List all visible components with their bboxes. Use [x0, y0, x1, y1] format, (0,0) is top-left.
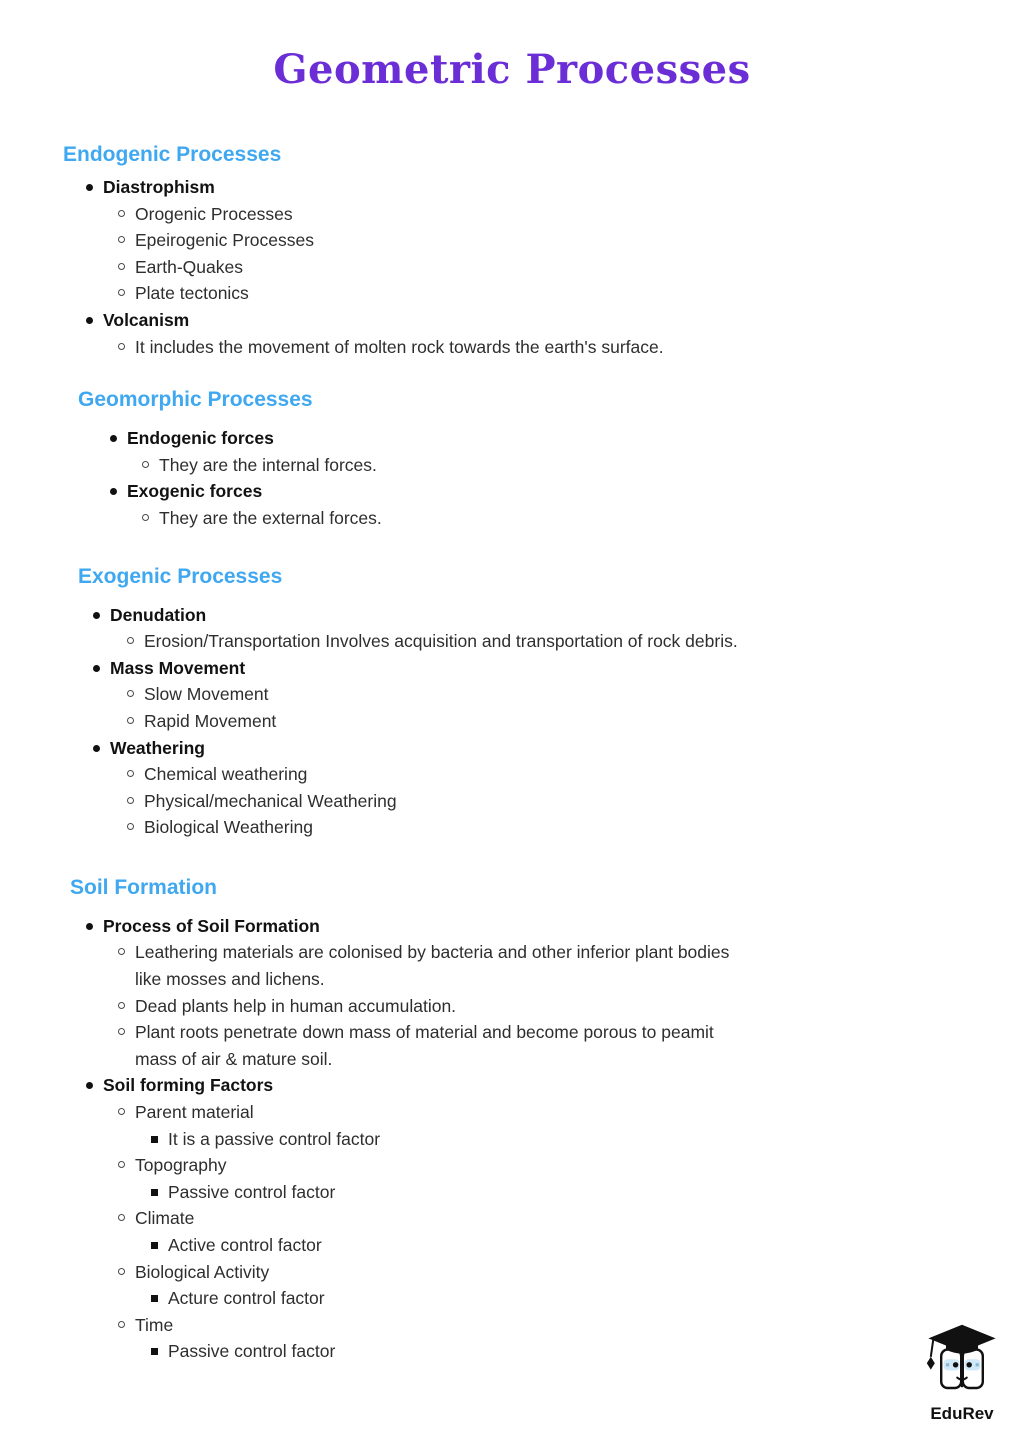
- list-item-text: It includes the movement of molten rock towards the earth's surface.: [135, 336, 664, 357]
- list-item-text: Physical/mechanical Weathering: [144, 790, 397, 811]
- square-bullet-icon: [151, 1136, 158, 1143]
- disc-bullet-icon: [93, 665, 100, 672]
- disc-bullet-icon: [86, 184, 93, 191]
- list-item-level-2: [0, 628, 1024, 655]
- section: [0, 388, 1024, 531]
- list-item-text: Parent material: [135, 1102, 254, 1123]
- list-item-text: Endogenic forces: [127, 428, 274, 449]
- list-item-text: Passive control factor: [168, 1181, 336, 1202]
- circle-bullet-icon: [118, 1161, 125, 1168]
- square-bullet-icon: [151, 1242, 158, 1249]
- circle-bullet-icon: [118, 1028, 125, 1035]
- list-item-text: Climate: [135, 1208, 195, 1229]
- list-item-text: Diastrophism: [103, 177, 215, 197]
- list-item-text: Erosion/Transportation Involves acquisition and transportation of rock debris.: [144, 631, 738, 652]
- list-item-text: Biological Weathering: [144, 817, 313, 838]
- list-item-level-3: [0, 1126, 1024, 1153]
- edurev-logo-text: EduRev: [930, 1404, 994, 1423]
- list-item-text: Active control factor: [168, 1235, 322, 1255]
- circle-bullet-icon: [127, 690, 134, 697]
- list-item-level-2: [0, 939, 1024, 992]
- circle-bullet-icon: [118, 1002, 125, 1009]
- list-item-level-2: [0, 201, 1024, 228]
- section-heading: Geomorphic Processes: [78, 388, 313, 412]
- list-item-level-2: [0, 280, 1024, 307]
- circle-bullet-icon: [127, 637, 134, 644]
- list-item-text: Time: [135, 1314, 174, 1335]
- section: [0, 565, 1024, 841]
- list-item-level-2: [0, 505, 1024, 532]
- circle-bullet-icon: [127, 823, 134, 830]
- edurev-mascot-icon: [922, 1323, 1002, 1397]
- square-bullet-icon: [151, 1348, 158, 1355]
- disc-bullet-icon: [93, 612, 100, 619]
- list-item-text: Epeirogenic Processes: [135, 230, 314, 251]
- list-item-level-1: [0, 655, 1024, 682]
- list-item-text: Denudation: [110, 604, 207, 625]
- list-item-text: Slow Movement: [144, 684, 269, 705]
- list-item-text: Process of Soil Formation: [103, 915, 320, 936]
- circle-bullet-icon: [142, 461, 149, 468]
- circle-bullet-icon: [118, 1321, 125, 1328]
- disc-bullet-icon: [110, 435, 117, 442]
- disc-bullet-icon: [93, 745, 100, 752]
- list-item-level-1: [0, 1072, 1024, 1099]
- list-item-level-1: [0, 478, 1024, 505]
- list-item-level-2: [0, 1259, 1024, 1286]
- list-item-level-1: [0, 602, 1024, 629]
- list-item-text: Acture control factor: [168, 1288, 325, 1309]
- list-item-text: Mass Movement: [110, 657, 246, 678]
- circle-bullet-icon: [118, 948, 125, 955]
- circle-bullet-icon: [118, 343, 125, 350]
- list-item-level-3: [0, 1232, 1024, 1259]
- list-item-text: It is a passive control factor: [168, 1128, 381, 1149]
- list-item-level-2: [0, 1312, 1024, 1339]
- list-item-level-2: [0, 761, 1024, 788]
- list-item-level-2: [0, 1205, 1024, 1232]
- edurev-logo: [914, 1323, 1010, 1424]
- page-title: Geometric Processes: [273, 46, 751, 93]
- disc-bullet-icon: [86, 923, 93, 930]
- list-item-text: Rapid Movement: [144, 710, 277, 731]
- list-item-text: Passive control factor: [168, 1341, 336, 1362]
- circle-bullet-icon: [127, 770, 134, 777]
- list-item-level-2: [0, 254, 1024, 281]
- list-item-text: They are the external forces.: [159, 507, 382, 528]
- list-item-level-1: [0, 425, 1024, 452]
- list-item-text: Topography: [135, 1155, 227, 1176]
- list-item-text: Earth-Quakes: [135, 256, 243, 277]
- section-heading: Exogenic Processes: [78, 564, 283, 588]
- circle-bullet-icon: [127, 797, 134, 804]
- circle-bullet-icon: [142, 514, 149, 521]
- circle-bullet-icon: [118, 1214, 125, 1221]
- list-item-level-1: [0, 913, 1024, 940]
- list-item-level-2: [0, 681, 1024, 708]
- list-item-level-1: [0, 307, 1024, 334]
- section: [0, 876, 1024, 1365]
- list-item-level-1: [0, 174, 1024, 201]
- list-item-level-2: [0, 1019, 1024, 1072]
- list-item-text: Dead plants help in human accumulation.: [135, 995, 457, 1016]
- circle-bullet-icon: [118, 263, 125, 270]
- list-item-text: Orogenic Processes: [135, 203, 293, 224]
- disc-bullet-icon: [86, 1082, 93, 1089]
- square-bullet-icon: [151, 1295, 158, 1302]
- list-item-level-2: [0, 708, 1024, 735]
- list-item-level-1: [0, 735, 1024, 762]
- disc-bullet-icon: [110, 488, 117, 495]
- circle-bullet-icon: [118, 210, 125, 217]
- section: [0, 143, 1024, 360]
- square-bullet-icon: [151, 1189, 158, 1196]
- circle-bullet-icon: [127, 717, 134, 724]
- list-item-level-2: [0, 1099, 1024, 1126]
- list-item-text: They are the internal forces.: [159, 454, 377, 475]
- circle-bullet-icon: [118, 236, 125, 243]
- list-item-level-2: [0, 452, 1024, 479]
- section-heading: Endogenic Processes: [63, 143, 282, 166]
- section-heading: Soil Formation: [70, 875, 217, 899]
- list-item-text: Volcanism: [103, 309, 190, 330]
- list-item-text: Exogenic forces: [127, 481, 263, 502]
- circle-bullet-icon: [118, 1268, 125, 1275]
- list-item-level-2: [0, 1152, 1024, 1179]
- list-item-text: Soil forming Factors: [103, 1075, 274, 1096]
- list-item-text: Chemical weathering: [144, 764, 308, 785]
- list-item-level-3: [0, 1285, 1024, 1312]
- list-item-level-2: [0, 334, 1024, 361]
- list-item-level-2: [0, 993, 1024, 1020]
- list-item-text: Plate tectonics: [135, 283, 249, 304]
- list-item-level-3: [0, 1179, 1024, 1206]
- list-item-level-3: [0, 1338, 1024, 1365]
- document-body: [0, 143, 1024, 1365]
- list-item-text: Plant roots penetrate down mass of material and become porous to peamit mass of air & mature soil.: [135, 1022, 714, 1069]
- circle-bullet-icon: [118, 1108, 125, 1115]
- disc-bullet-icon: [86, 317, 93, 324]
- list-item-text: Leathering materials are colonised by bacteria and other inferior plant bodies like mosses and lichens.: [135, 942, 730, 990]
- list-item-level-2: [0, 814, 1024, 841]
- list-item-text: Biological Activity: [135, 1261, 270, 1282]
- list-item-text: Weathering: [110, 737, 205, 758]
- list-item-level-2: [0, 788, 1024, 815]
- circle-bullet-icon: [118, 289, 125, 296]
- list-item-level-2: [0, 227, 1024, 254]
